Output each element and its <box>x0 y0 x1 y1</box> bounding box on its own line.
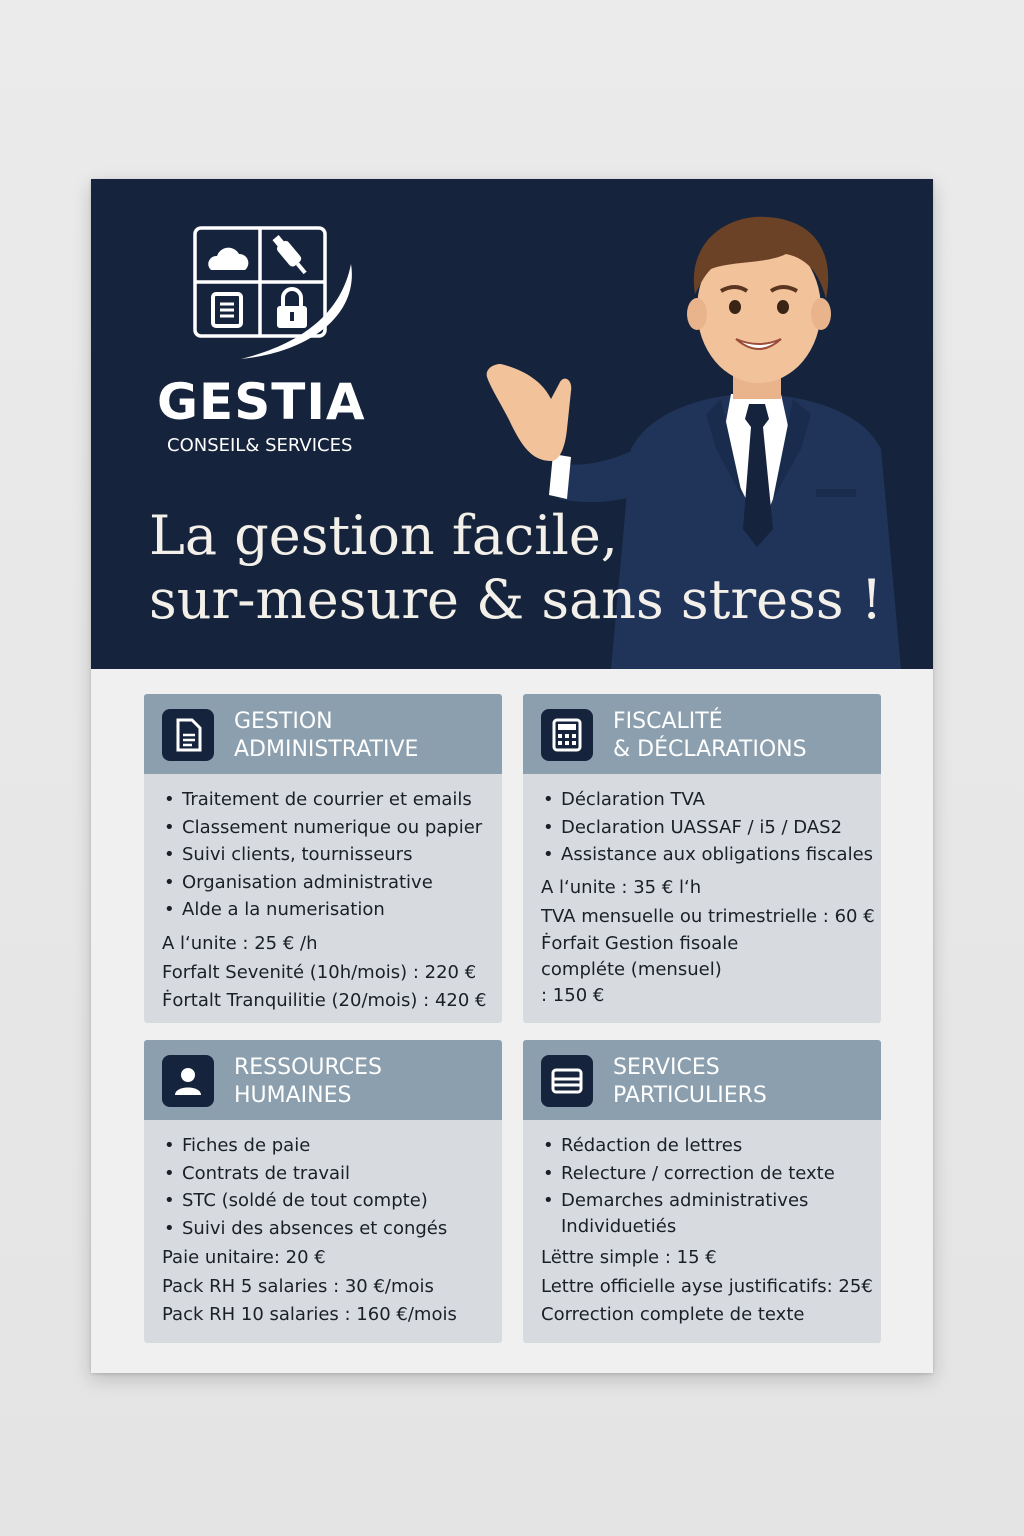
card-title-line-1: RESSOURCES <box>234 1055 382 1080</box>
card-title-line-2: HUMAINES <box>234 1083 352 1108</box>
list-item: • Rédaction de lettres <box>541 1132 871 1160</box>
price-line: Lëttre simple : 15 € <box>541 1247 717 1268</box>
card-fiscalite <box>523 694 881 1023</box>
price-line: Pack RH 5 salaries : 30 €/mois <box>162 1275 434 1297</box>
price-line: Ḟorfait Gestion fisoale <box>541 933 739 954</box>
card-title <box>613 1054 873 1110</box>
list-item: • Relecture / correction de texte <box>541 1160 871 1188</box>
price-line: : 150 € <box>541 985 605 1006</box>
price-line: Lettre officielle ayse justificatifs: 25€ <box>541 1275 873 1297</box>
brand-name: GESTIA <box>157 373 366 431</box>
price-list <box>541 874 881 1009</box>
list-item: • Declaration UASSAF / i5 / DAS2 <box>541 814 871 842</box>
service-list <box>541 1132 871 1239</box>
card-services-particuliers <box>523 1040 881 1343</box>
card-header <box>144 694 502 774</box>
list-item: • Demarches administratives <box>541 1187 871 1215</box>
list-item: • Traitement de courrier et emails <box>162 786 492 814</box>
list-item: • Déclaration TVA <box>541 786 871 814</box>
card-gestion-administrative <box>144 694 502 1023</box>
brand-tagline: CONSEIL& SERVICES <box>167 435 353 456</box>
card-header <box>523 1040 881 1120</box>
envelope-icon <box>541 1055 593 1107</box>
card-ressources-humaines <box>144 1040 502 1343</box>
card-title <box>234 1054 494 1110</box>
card-header <box>523 694 881 774</box>
list-item: • Classement numerique ou papier <box>162 814 492 842</box>
calculator-icon <box>541 709 593 761</box>
service-list <box>162 1132 492 1242</box>
card-title-line-1: SERVICES <box>613 1055 720 1080</box>
card-title-line-2: & DÉCLARATIONS <box>613 737 807 762</box>
flyer <box>91 179 933 1373</box>
price-list <box>162 930 502 1016</box>
card-header <box>144 1040 502 1120</box>
list-item: • Assistance aux obligations fiscales <box>541 841 871 869</box>
document-icon <box>162 709 214 761</box>
service-list <box>162 786 492 924</box>
card-title-line-1: FISCALITÉ <box>613 709 723 734</box>
list-item: • STC (soldé de tout compte) <box>162 1187 492 1215</box>
card-title-line-2: ADMINISTRATIVE <box>234 737 419 762</box>
price-line: A l‘unite : 35 € l‘h <box>541 877 702 898</box>
price-line: Pack RH 10 salaries : 160 €/mois <box>162 1304 457 1325</box>
card-title <box>613 708 873 764</box>
list-item: • Suivi clients, tournisseurs <box>162 841 492 869</box>
list-item: • Suivi des absences et congés <box>162 1215 492 1243</box>
list-item-continuation: Individuetiés <box>561 1215 677 1237</box>
list-item: • Alde a la numerisation <box>162 896 492 924</box>
list-item: • Contrats de travail <box>162 1160 492 1188</box>
headline-line-1: La gestion facile, <box>149 504 618 567</box>
price-line: Paie unitaire: 20 € <box>162 1247 326 1268</box>
card-title-line-1: GESTION <box>234 709 333 734</box>
card-title-line-2: PARTICULIERS <box>613 1083 767 1108</box>
price-list <box>541 1244 881 1330</box>
person-icon <box>162 1055 214 1107</box>
card-title <box>234 708 494 764</box>
price-line: Forfalt Sevenité (10h/mois) : 220 € <box>162 961 477 983</box>
price-line: TVA mensuelle ou trimestrielle : 60 € <box>541 905 875 927</box>
price-line: compléte (mensuel) <box>541 959 722 980</box>
hero-banner <box>91 179 933 669</box>
list-item: • Organisation administrative <box>162 869 492 897</box>
price-list <box>162 1244 502 1330</box>
headline-line-2: sur-mesure & sans stress ! <box>149 568 883 631</box>
headline <box>149 504 883 632</box>
service-list <box>541 786 874 869</box>
price-line: Ḟortalt Tranquilitie (20/mois) : 420 € <box>162 990 487 1011</box>
price-line: Correction complete de texte <box>541 1304 805 1325</box>
logo-icon <box>191 224 361 374</box>
price-line: A l‘unite : 25 € /h <box>162 933 318 954</box>
list-item: • Fiches de paie <box>162 1132 492 1160</box>
